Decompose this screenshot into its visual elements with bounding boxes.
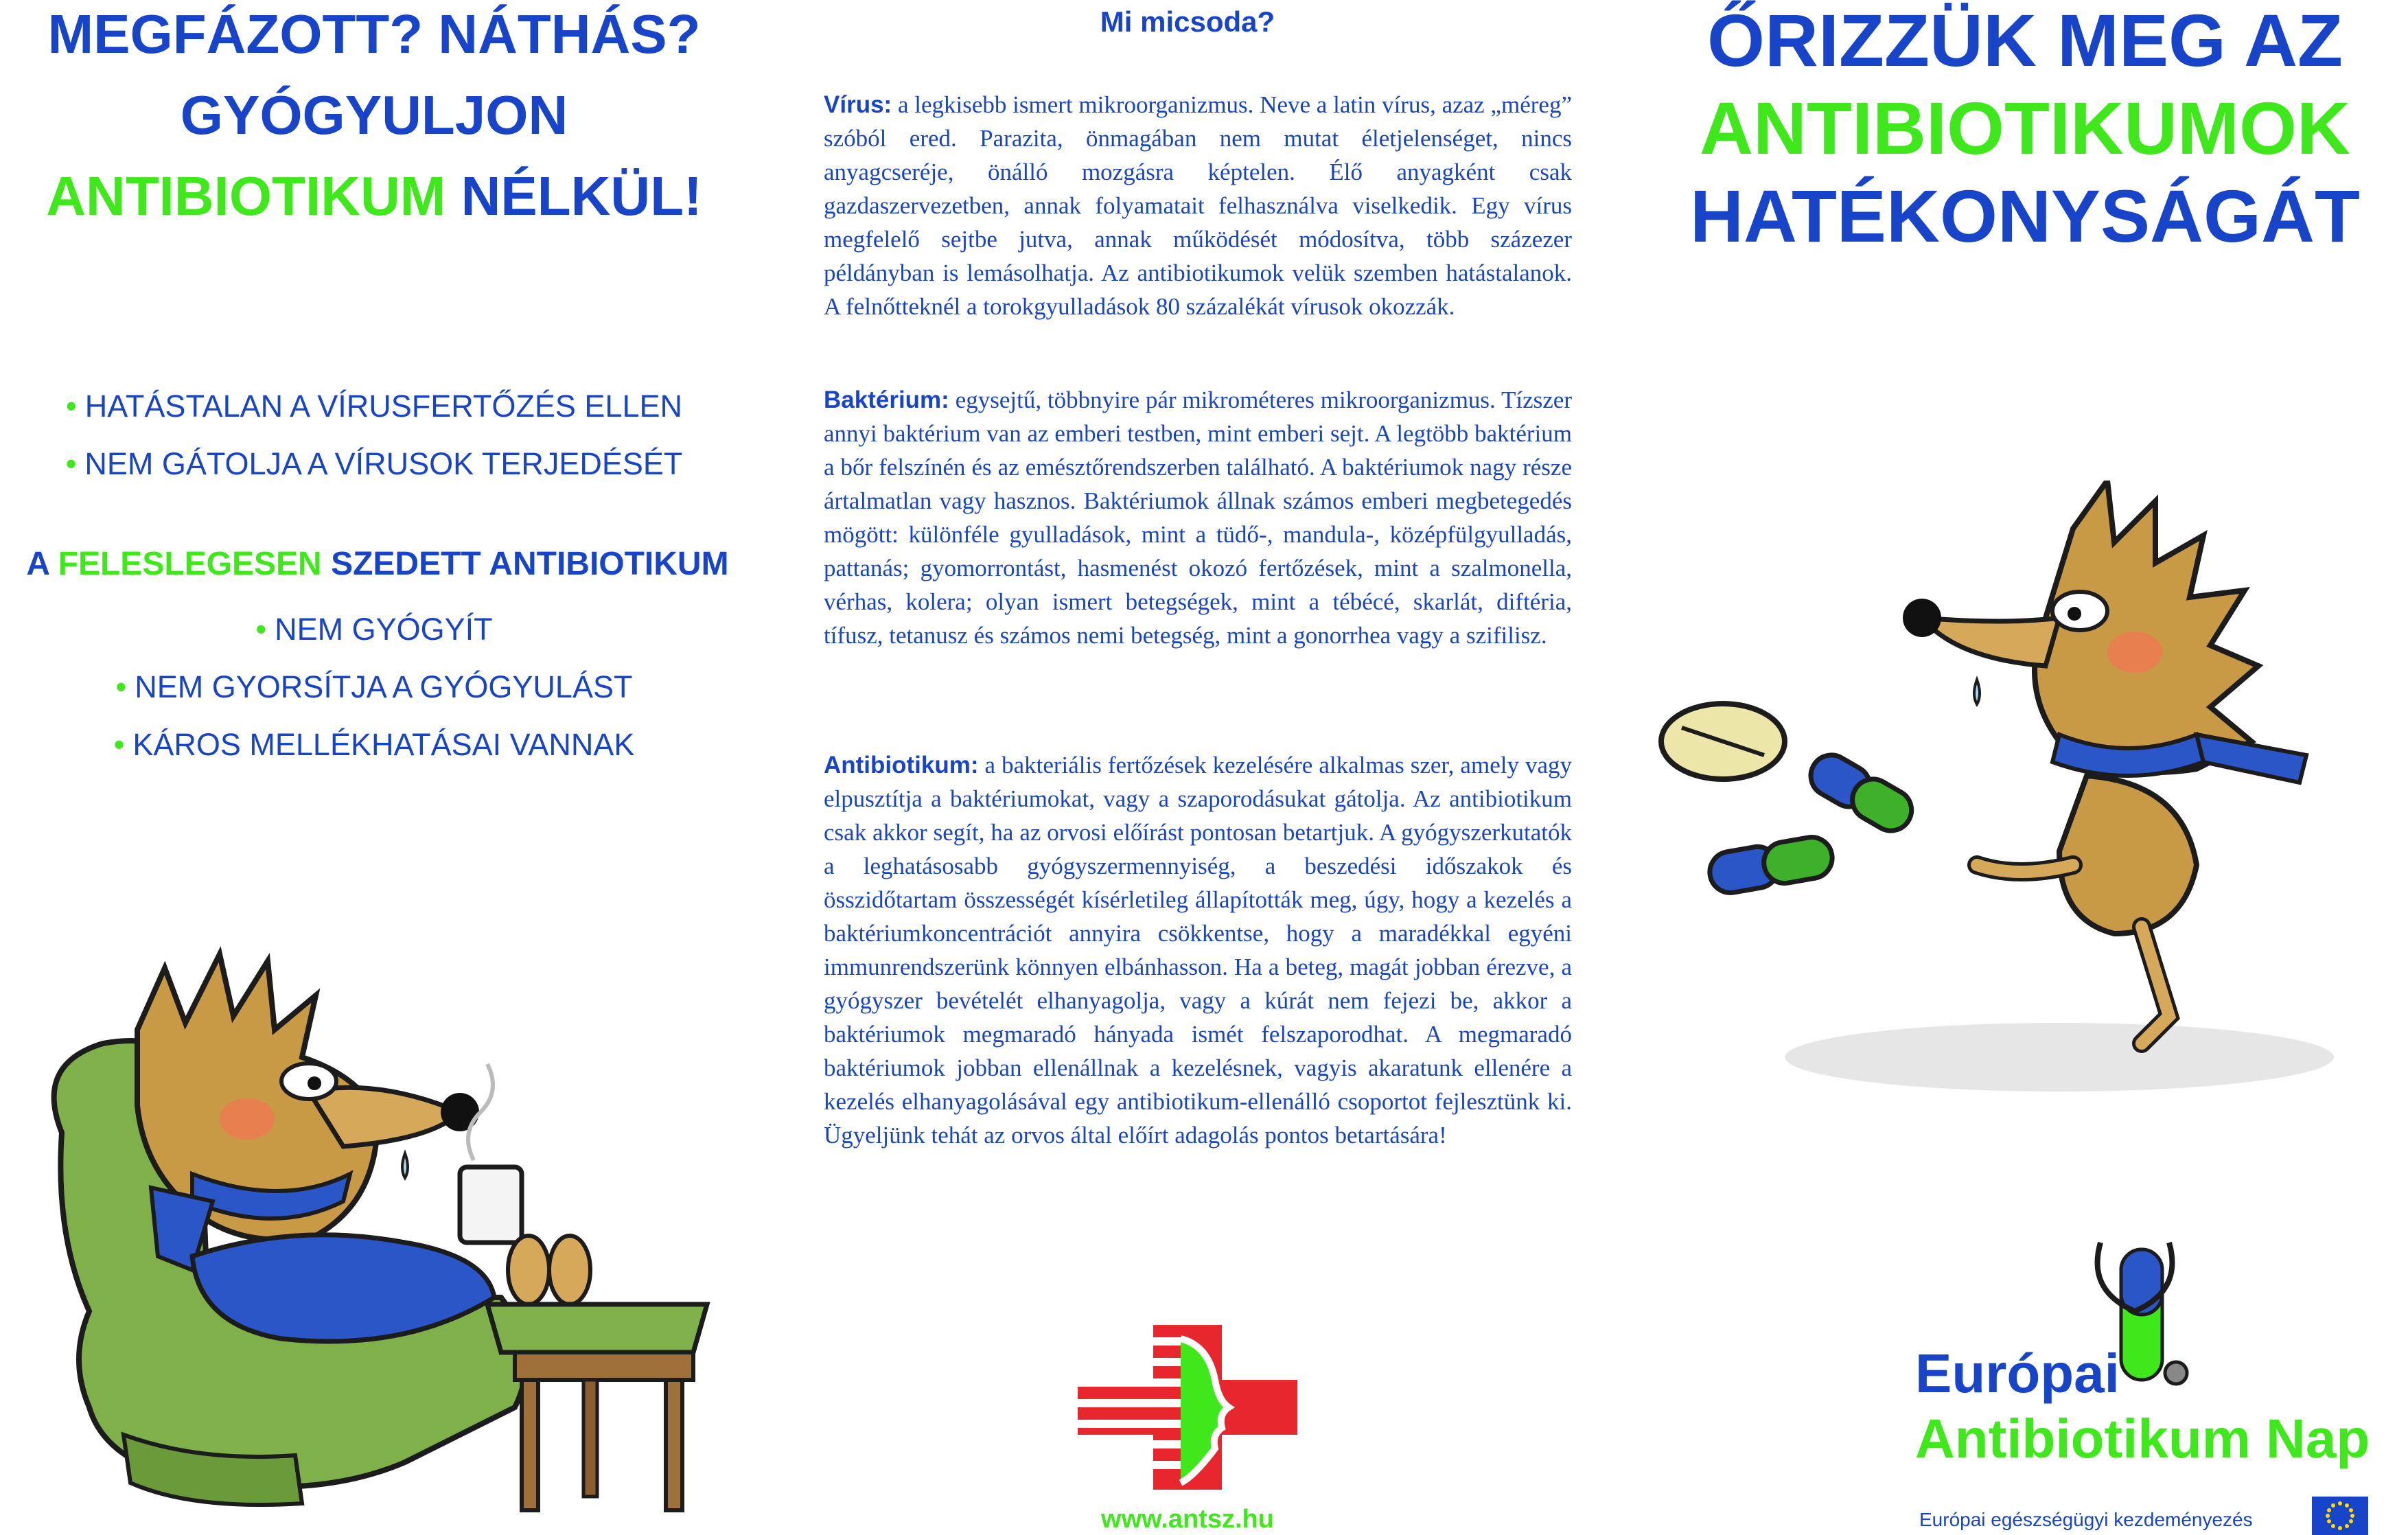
hedgehog-cheek (220, 1098, 275, 1140)
list-item: • KÁROS MELLÉKHATÁSAI VANNAK (113, 727, 635, 762)
capsule-icon (1706, 834, 1836, 896)
bullet-dot: • (65, 446, 77, 481)
left-heading-antibiotikum: ANTIBIOTIKUM (46, 165, 446, 227)
left-heading-nelkul: NÉLKÜL! (461, 165, 702, 227)
paragraph-virus: Vírus: a legkisebb ismert mikroorganizmus. Neve a latin vírus, azaz „méreg” szóból ered. Parazita, önmagában nem mutat életjelenséget, nincs anyagcseréje, önálló mozgásra képtelen. Élő anyagként csak gazdaszervezetben, annak folyamatait felhasználva viselkedik. Egy vírus megfelelő sejtbe jutva, annak működését módosítva, több százezer példányban is lemásolhatja. Az antibiotikumok velük szemben hatástalanok. A felnőtteknél a torokgyulladások 80 százalékát vírusok okozzák. (824, 91, 1572, 320)
eu-flag-icon (2312, 1497, 2368, 1535)
left-heading-line3 (0, 165, 748, 227)
drop-icon (402, 1153, 408, 1178)
bullet-dot: • (115, 669, 127, 704)
list-item: • NEM GYÓGYÍT (255, 612, 493, 647)
stool (515, 1352, 693, 1380)
list-item: • NEM GÁTOLJA A VÍRUSOK TERJEDÉSÉT (65, 446, 683, 481)
eu-initiative-text: Európai egészségügyi kezdeményezés (1919, 1509, 2253, 1530)
hedgehog-cheek (2107, 632, 2162, 673)
bullet-dot: • (65, 389, 77, 424)
list-item: • NEM GYORSÍTJA A GYÓGYULÁST (115, 669, 633, 704)
term-virus: Vírus: (824, 91, 892, 118)
hedgehog-armchair-illustration (21, 913, 741, 1517)
mug-icon (460, 1167, 522, 1243)
term-bakterium: Baktérium: (824, 386, 949, 413)
left-subhead: A FELESLEGESEN SZEDETT ANTIBIOTIKUM (26, 546, 729, 582)
logo-europai: Európai (1915, 1343, 2120, 1404)
hedgehog-kicking-pills-illustration (1634, 481, 2403, 1098)
drop-icon (1974, 680, 1980, 704)
stool-cushion (487, 1304, 707, 1352)
left-heading-line2: GYÓGYULJON (180, 84, 568, 146)
hedgehog-nose (441, 1093, 479, 1131)
middle-panel (796, 0, 1579, 1525)
paragraph-bakterium: Baktérium: egysejtű, többnyire pár mikrométeres mikroorganizmus. Tízszer annyi baktérium van az emberi testben, mint emberi sejt. A legtöbb baktérium a bőr felszínén és az emésztőrendszerben található. A baktériumok nagy része ártalmatlan vagy hasznos. Baktériumok állnak számos emberi megbetegedés mögött: különféle gyulladások, mint a tüdő-, mandula-, középfülgyulladás, pattanás; gyomorrontást, hasmenést okozó fertőzések, mint a szalmonella, vérhas, kolera; olyan ismert betegségek, mint a tébécé, skarlát, diftéria, tífusz, tetanusz és számos nemi betegség, mint a gonorrhea vagy a szifilisz. (824, 386, 1572, 649)
bullet-dot: • (113, 727, 125, 762)
hedgehog-torso (2059, 776, 2197, 934)
antsz-url[interactable]: www.antsz.hu (1101, 1505, 1274, 1534)
bullet-dot: • (255, 612, 267, 647)
left-bullets-bottom (0, 601, 748, 774)
right-heading-line2: ANTIBIOTIKUMOK (1700, 86, 2350, 170)
logo-antibiotikum-nap: Antibiotikum Nap (1915, 1408, 2370, 1469)
capsule-icon (1803, 748, 1919, 838)
middle-title: Mi micsoda? (1100, 5, 1275, 38)
list-item: • HATÁSTALAN A VÍRUSFERTŐZÉS ELLEN (65, 389, 682, 424)
antsz-logo (1078, 1325, 1297, 1490)
right-heading-line1: ŐRIZZÜK MEG AZ (1707, 0, 2343, 82)
shadow (1785, 1023, 2334, 1092)
right-heading-line3: HATÉKONYSÁGÁT (1689, 174, 2360, 257)
hedgehog-snout (1922, 618, 2059, 666)
left-bullets-top (0, 378, 748, 493)
term-antibiotikum: Antibiotikum: (824, 752, 979, 778)
paragraph-antibiotikum: Antibiotikum: a bakteriális fertőzések kezelésére alkalmas szer, amely vagy elpusztítja a baktériumokat, vagy a szaporodásukat gátolja. Az antibiotikum csak akkor segít, ha az orvosi előírást pontosan betartjuk. A gyógyszerkutatók a leghatásosabb gyógyszermennyiség, a beszedési időszakok és összidőtartam összességét kísérletileg állapították meg, úgy, hogy a kezelés a baktériumkoncentrációt annyira csökkentse, hogy a maradékkal egyéni immunrendszerünk könnyen elbánhasson. Ha a beteg, magát jobban érezve, a gyógyszer bevételét elhanyagolja, vagy a kúrát nem fejezi be, akkor a baktériumok megmaradó hányada ismét felszaporodhat. A megmaradó baktériumok jobban ellenállnak a kezelésnek, vagyis akaratunk ellenére a kezelés elhanyagolásával egy antibiotikum-ellenálló csoportot fejlesztünk ki. Ügyeljünk tehát az orvos által előírt adagolás pontos betartására! (824, 752, 1572, 1149)
hedgehog-nose (1903, 599, 1941, 637)
left-heading-line1: MEGFÁZOTT? NÁTHÁS? (47, 3, 701, 65)
